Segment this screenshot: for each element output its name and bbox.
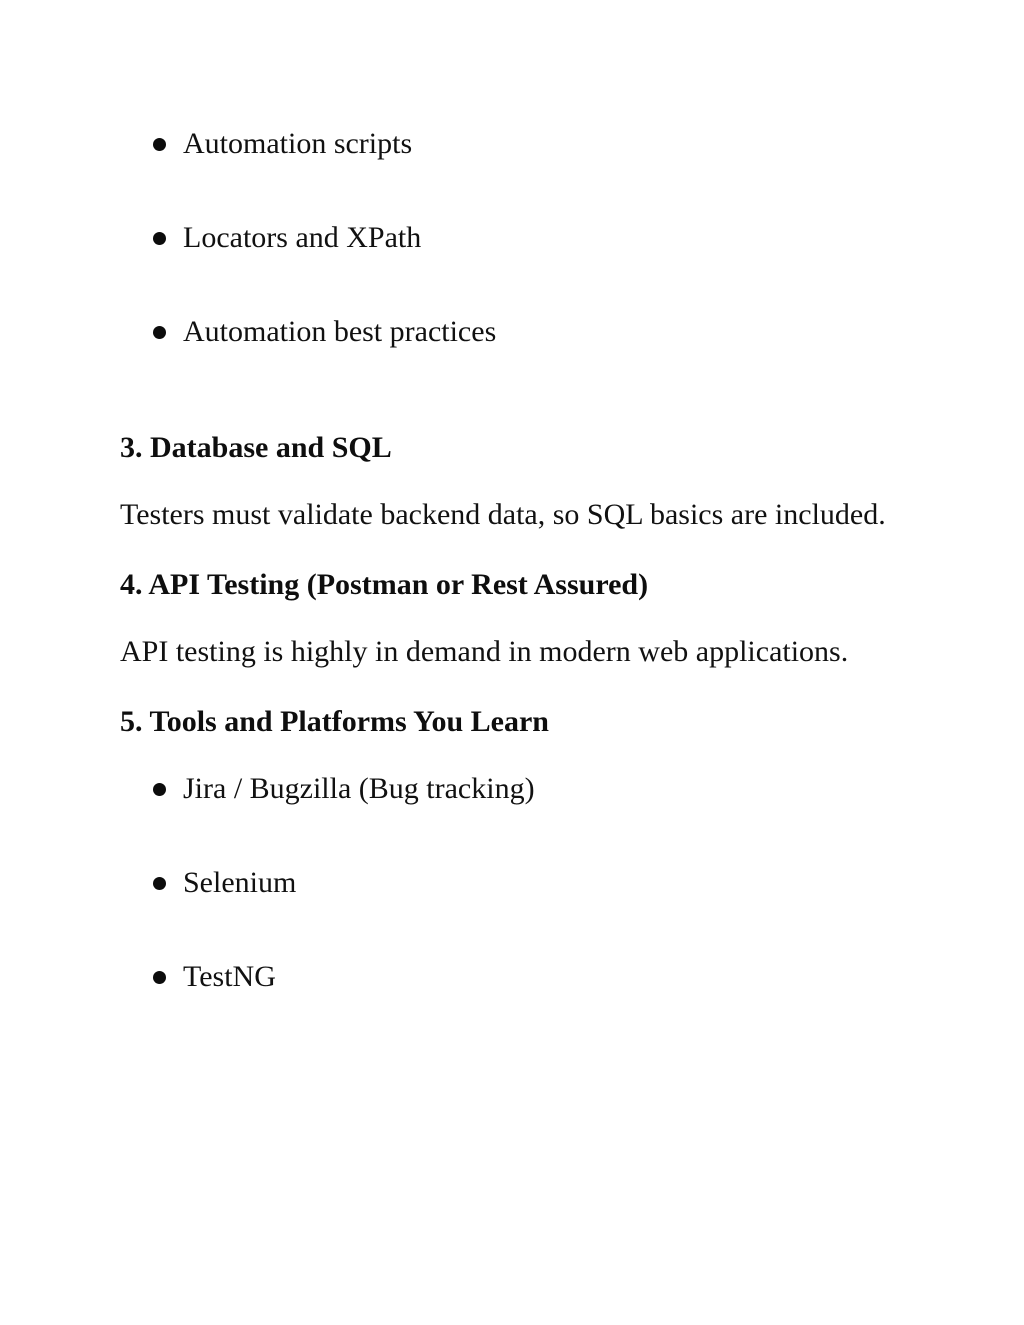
bullet-icon xyxy=(153,783,166,796)
tools-list xyxy=(120,765,904,1000)
list-item-label: Jira / Bugzilla (Bug tracking) xyxy=(183,772,535,805)
automation-topics-list xyxy=(120,120,904,355)
list-item-label: Automation best practices xyxy=(183,315,497,348)
list-item xyxy=(120,120,904,167)
section-3-heading: 3. Database and SQL xyxy=(120,431,392,464)
bullet-icon xyxy=(153,138,166,151)
list-item-label: Automation scripts xyxy=(183,127,413,160)
section-4-paragraph: API testing is highly in demand in modern web applications. xyxy=(120,635,849,668)
list-item-label: Locators and XPath xyxy=(183,221,422,254)
bullet-icon xyxy=(153,971,166,984)
bullet-icon xyxy=(153,232,166,245)
section-4-heading: 4. API Testing (Postman or Rest Assured) xyxy=(120,568,649,601)
list-item xyxy=(120,859,904,906)
list-item xyxy=(120,214,904,261)
list-item xyxy=(120,308,904,355)
list-item-label: Selenium xyxy=(183,866,297,899)
bullet-icon xyxy=(153,877,166,890)
list-item xyxy=(120,765,904,812)
section-3-paragraph: Testers must validate backend data, so SQL basics are included. xyxy=(120,498,886,531)
bullet-icon xyxy=(153,326,166,339)
list-item xyxy=(120,953,904,1000)
section-5-heading: 5. Tools and Platforms You Learn xyxy=(120,705,549,738)
list-item-label: TestNG xyxy=(183,960,276,993)
